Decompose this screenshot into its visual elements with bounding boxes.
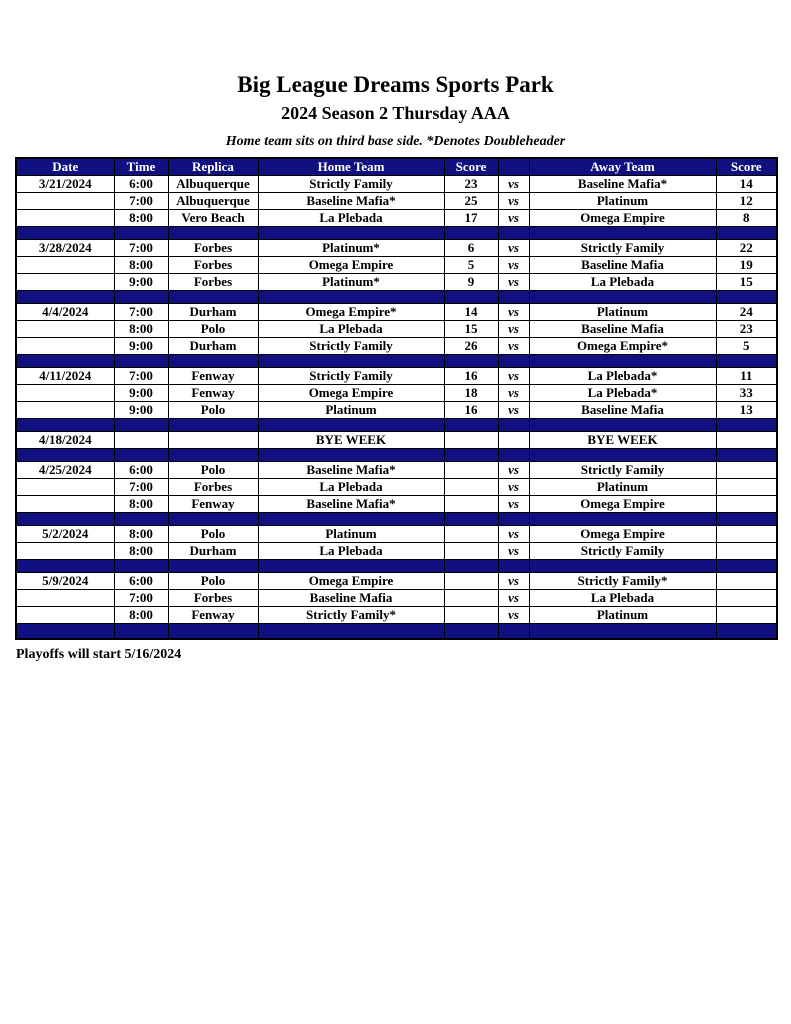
date-cell: 5/2/2024 [16, 526, 114, 543]
home-team-cell: BYE WEEK [258, 432, 444, 449]
game-row [16, 274, 777, 291]
separator-cell [444, 227, 498, 240]
replica-cell: Forbes [168, 479, 258, 496]
col-header-date: Date [16, 158, 114, 176]
separator-row [16, 419, 777, 432]
away-score-cell [716, 496, 777, 513]
vs-label: vs [498, 543, 529, 560]
col-header-home-score: Score [444, 158, 498, 176]
date-cell: 3/21/2024 [16, 176, 114, 193]
separator-cell [114, 227, 168, 240]
away-team-cell: Strictly Family* [529, 573, 716, 590]
away-team-cell: BYE WEEK [529, 432, 716, 449]
vs-label: vs [498, 240, 529, 257]
date-cell [16, 496, 114, 513]
home-score-cell [444, 479, 498, 496]
home-score-cell: 17 [444, 210, 498, 227]
separator-cell [444, 449, 498, 462]
date-cell: 4/4/2024 [16, 304, 114, 321]
away-score-cell [716, 543, 777, 560]
separator-cell [258, 449, 444, 462]
time-cell: 7:00 [114, 479, 168, 496]
home-team-cell: La Plebada [258, 321, 444, 338]
time-cell: 9:00 [114, 338, 168, 355]
separator-cell [498, 291, 529, 304]
game-row [16, 526, 777, 543]
separator-cell [168, 449, 258, 462]
game-row [16, 257, 777, 274]
replica-cell: Durham [168, 543, 258, 560]
separator-cell [16, 513, 114, 526]
date-cell [16, 321, 114, 338]
home-team-cell: La Plebada [258, 210, 444, 227]
time-cell [114, 432, 168, 449]
home-score-cell: 15 [444, 321, 498, 338]
vs-label: vs [498, 368, 529, 385]
away-score-cell: 13 [716, 402, 777, 419]
away-score-cell: 12 [716, 193, 777, 210]
separator-cell [258, 227, 444, 240]
game-row [16, 321, 777, 338]
away-team-cell: Omega Empire [529, 526, 716, 543]
home-score-cell: 16 [444, 368, 498, 385]
separator-cell [114, 355, 168, 368]
game-row [16, 368, 777, 385]
home-score-cell: 23 [444, 176, 498, 193]
schedule-table-head [16, 158, 777, 176]
away-team-cell: La Plebada [529, 274, 716, 291]
home-team-cell: Strictly Family [258, 368, 444, 385]
home-score-cell [444, 607, 498, 624]
date-cell: 4/25/2024 [16, 462, 114, 479]
separator-cell [498, 355, 529, 368]
away-score-cell: 8 [716, 210, 777, 227]
home-score-cell [444, 543, 498, 560]
away-team-cell: Platinum [529, 607, 716, 624]
separator-row [16, 513, 777, 526]
home-team-cell: Platinum [258, 402, 444, 419]
time-cell: 7:00 [114, 304, 168, 321]
separator-cell [498, 513, 529, 526]
home-team-cell: Strictly Family [258, 338, 444, 355]
separator-cell [168, 624, 258, 639]
away-team-cell: Baseline Mafia [529, 257, 716, 274]
away-score-cell [716, 462, 777, 479]
separator-cell [529, 291, 716, 304]
vs-label: vs [498, 607, 529, 624]
separator-cell [498, 227, 529, 240]
home-team-cell: Omega Empire [258, 257, 444, 274]
game-row [16, 590, 777, 607]
replica-cell: Fenway [168, 385, 258, 402]
separator-cell [444, 560, 498, 573]
vs-label: vs [498, 402, 529, 419]
date-cell [16, 590, 114, 607]
game-row [16, 240, 777, 257]
game-row [16, 385, 777, 402]
separator-cell [168, 513, 258, 526]
date-cell [16, 193, 114, 210]
replica-cell: Polo [168, 573, 258, 590]
time-cell: 8:00 [114, 543, 168, 560]
time-cell: 9:00 [114, 385, 168, 402]
away-score-cell: 14 [716, 176, 777, 193]
separator-cell [444, 355, 498, 368]
col-header-vs [498, 158, 529, 176]
away-team-cell: Platinum [529, 304, 716, 321]
separator-cell [16, 449, 114, 462]
away-score-cell: 5 [716, 338, 777, 355]
home-team-cell: La Plebada [258, 543, 444, 560]
separator-cell [16, 227, 114, 240]
separator-cell [498, 419, 529, 432]
separator-cell [529, 513, 716, 526]
playoffs-note: Playoffs will start 5/16/2024 [16, 646, 182, 662]
replica-cell: Polo [168, 321, 258, 338]
schedule-note: Home team sits on third base side. *Denotes Doubleheader [225, 134, 566, 150]
home-team-cell: Platinum* [258, 274, 444, 291]
away-team-cell: Strictly Family [529, 240, 716, 257]
header-row [16, 158, 777, 176]
separator-cell [444, 624, 498, 639]
separator-cell [114, 449, 168, 462]
vs-label: vs [498, 496, 529, 513]
replica-cell: Albuquerque [168, 176, 258, 193]
separator-cell [16, 419, 114, 432]
away-team-cell: La Plebada [529, 590, 716, 607]
game-row [16, 338, 777, 355]
separator-cell [498, 449, 529, 462]
separator-cell [444, 291, 498, 304]
schedule-table-body [16, 176, 777, 639]
vs-label: vs [498, 304, 529, 321]
home-score-cell [444, 462, 498, 479]
home-team-cell: Platinum* [258, 240, 444, 257]
time-cell: 6:00 [114, 462, 168, 479]
away-score-cell [716, 432, 777, 449]
time-cell: 6:00 [114, 573, 168, 590]
col-header-away-score: Score [716, 158, 777, 176]
away-score-cell: 11 [716, 368, 777, 385]
separator-row [16, 624, 777, 639]
time-cell: 7:00 [114, 240, 168, 257]
separator-cell [16, 624, 114, 639]
replica-cell: Durham [168, 338, 258, 355]
separator-cell [114, 291, 168, 304]
time-cell: 8:00 [114, 321, 168, 338]
separator-cell [168, 419, 258, 432]
vs-label: vs [498, 462, 529, 479]
date-cell [16, 543, 114, 560]
away-team-cell: Omega Empire [529, 210, 716, 227]
game-row [16, 402, 777, 419]
game-row [16, 432, 777, 449]
separator-cell [529, 355, 716, 368]
away-team-cell: Baseline Mafia* [529, 176, 716, 193]
separator-row [16, 227, 777, 240]
separator-cell [716, 291, 777, 304]
schedule-table [15, 157, 778, 640]
separator-row [16, 355, 777, 368]
separator-cell [258, 513, 444, 526]
separator-cell [258, 419, 444, 432]
away-team-cell: Omega Empire [529, 496, 716, 513]
home-team-cell: Baseline Mafia [258, 590, 444, 607]
replica-cell: Fenway [168, 368, 258, 385]
home-score-cell [444, 590, 498, 607]
home-team-cell: Baseline Mafia* [258, 462, 444, 479]
date-cell [16, 274, 114, 291]
separator-cell [529, 449, 716, 462]
replica-cell: Polo [168, 402, 258, 419]
away-score-cell: 19 [716, 257, 777, 274]
time-cell: 7:00 [114, 590, 168, 607]
separator-cell [16, 355, 114, 368]
vs-label: vs [498, 176, 529, 193]
away-score-cell [716, 607, 777, 624]
away-team-cell: Omega Empire* [529, 338, 716, 355]
separator-cell [114, 560, 168, 573]
time-cell: 9:00 [114, 402, 168, 419]
replica-cell: Albuquerque [168, 193, 258, 210]
home-score-cell: 6 [444, 240, 498, 257]
time-cell: 7:00 [114, 193, 168, 210]
separator-cell [168, 291, 258, 304]
replica-cell: Polo [168, 526, 258, 543]
separator-cell [114, 419, 168, 432]
replica-cell: Forbes [168, 257, 258, 274]
home-score-cell: 14 [444, 304, 498, 321]
time-cell: 7:00 [114, 368, 168, 385]
vs-label: vs [498, 274, 529, 291]
separator-cell [716, 355, 777, 368]
home-score-cell [444, 432, 498, 449]
separator-row [16, 449, 777, 462]
vs-label: vs [498, 526, 529, 543]
game-row [16, 573, 777, 590]
page-subtitle: 2024 Season 2 Thursday AAA [281, 103, 510, 124]
separator-cell [716, 227, 777, 240]
away-team-cell: Strictly Family [529, 462, 716, 479]
separator-cell [716, 449, 777, 462]
col-header-home-team: Home Team [258, 158, 444, 176]
game-row [16, 607, 777, 624]
away-score-cell: 15 [716, 274, 777, 291]
separator-cell [168, 355, 258, 368]
date-cell: 4/18/2024 [16, 432, 114, 449]
home-score-cell [444, 526, 498, 543]
date-cell: 5/9/2024 [16, 573, 114, 590]
vs-label: vs [498, 257, 529, 274]
separator-cell [498, 624, 529, 639]
away-team-cell: Baseline Mafia [529, 321, 716, 338]
col-header-replica: Replica [168, 158, 258, 176]
away-score-cell: 23 [716, 321, 777, 338]
home-team-cell: Strictly Family* [258, 607, 444, 624]
date-cell [16, 257, 114, 274]
away-score-cell [716, 590, 777, 607]
home-score-cell: 16 [444, 402, 498, 419]
separator-cell [529, 227, 716, 240]
date-cell: 3/28/2024 [16, 240, 114, 257]
separator-cell [16, 291, 114, 304]
separator-cell [716, 513, 777, 526]
separator-cell [114, 513, 168, 526]
replica-cell: Fenway [168, 496, 258, 513]
away-score-cell: 33 [716, 385, 777, 402]
away-team-cell: Strictly Family [529, 543, 716, 560]
time-cell: 8:00 [114, 257, 168, 274]
separator-cell [529, 624, 716, 639]
game-row [16, 479, 777, 496]
separator-cell [444, 419, 498, 432]
separator-cell [716, 560, 777, 573]
separator-cell [168, 560, 258, 573]
time-cell: 8:00 [114, 526, 168, 543]
vs-label: vs [498, 321, 529, 338]
replica-cell [168, 432, 258, 449]
time-cell: 8:00 [114, 496, 168, 513]
date-cell [16, 607, 114, 624]
replica-cell: Fenway [168, 607, 258, 624]
home-team-cell: La Plebada [258, 479, 444, 496]
home-score-cell: 18 [444, 385, 498, 402]
separator-cell [114, 624, 168, 639]
separator-cell [498, 560, 529, 573]
away-team-cell: Platinum [529, 193, 716, 210]
away-team-cell: La Plebada* [529, 385, 716, 402]
away-score-cell [716, 479, 777, 496]
separator-cell [444, 513, 498, 526]
away-team-cell: Platinum [529, 479, 716, 496]
game-row [16, 304, 777, 321]
separator-row [16, 291, 777, 304]
separator-cell [716, 419, 777, 432]
replica-cell: Vero Beach [168, 210, 258, 227]
date-cell [16, 479, 114, 496]
date-cell: 4/11/2024 [16, 368, 114, 385]
home-team-cell: Platinum [258, 526, 444, 543]
game-row [16, 210, 777, 227]
time-cell: 8:00 [114, 607, 168, 624]
separator-cell [258, 560, 444, 573]
home-team-cell: Baseline Mafia* [258, 496, 444, 513]
game-row [16, 193, 777, 210]
time-cell: 9:00 [114, 274, 168, 291]
vs-label: vs [498, 590, 529, 607]
home-team-cell: Omega Empire* [258, 304, 444, 321]
home-score-cell: 25 [444, 193, 498, 210]
replica-cell: Forbes [168, 240, 258, 257]
vs-label: vs [498, 479, 529, 496]
away-score-cell [716, 526, 777, 543]
game-row [16, 496, 777, 513]
separator-cell [258, 355, 444, 368]
game-row [16, 543, 777, 560]
away-score-cell: 22 [716, 240, 777, 257]
home-score-cell: 9 [444, 274, 498, 291]
vs-label: vs [498, 193, 529, 210]
date-cell [16, 210, 114, 227]
game-row [16, 176, 777, 193]
replica-cell: Forbes [168, 590, 258, 607]
col-header-away-team: Away Team [529, 158, 716, 176]
away-team-cell: Baseline Mafia [529, 402, 716, 419]
away-score-cell: 24 [716, 304, 777, 321]
away-team-cell: La Plebada* [529, 368, 716, 385]
home-team-cell: Omega Empire [258, 385, 444, 402]
vs-label: vs [498, 573, 529, 590]
separator-cell [258, 291, 444, 304]
page-title: Big League Dreams Sports Park [237, 72, 554, 97]
home-score-cell [444, 496, 498, 513]
replica-cell: Durham [168, 304, 258, 321]
date-cell [16, 402, 114, 419]
separator-cell [716, 624, 777, 639]
away-score-cell [716, 573, 777, 590]
replica-cell: Forbes [168, 274, 258, 291]
time-cell: 6:00 [114, 176, 168, 193]
home-team-cell: Strictly Family [258, 176, 444, 193]
home-score-cell [444, 573, 498, 590]
separator-cell [529, 560, 716, 573]
col-header-time: Time [114, 158, 168, 176]
separator-cell [168, 227, 258, 240]
vs-label: vs [498, 385, 529, 402]
date-cell [16, 338, 114, 355]
vs-label: vs [498, 210, 529, 227]
vs-label: vs [498, 338, 529, 355]
game-row [16, 462, 777, 479]
separator-cell [529, 419, 716, 432]
replica-cell: Polo [168, 462, 258, 479]
separator-cell [258, 624, 444, 639]
home-score-cell: 26 [444, 338, 498, 355]
home-score-cell: 5 [444, 257, 498, 274]
home-team-cell: Omega Empire [258, 573, 444, 590]
time-cell: 8:00 [114, 210, 168, 227]
separator-row [16, 560, 777, 573]
separator-cell [16, 560, 114, 573]
date-cell [16, 385, 114, 402]
vs-label [498, 432, 529, 449]
home-team-cell: Baseline Mafia* [258, 193, 444, 210]
